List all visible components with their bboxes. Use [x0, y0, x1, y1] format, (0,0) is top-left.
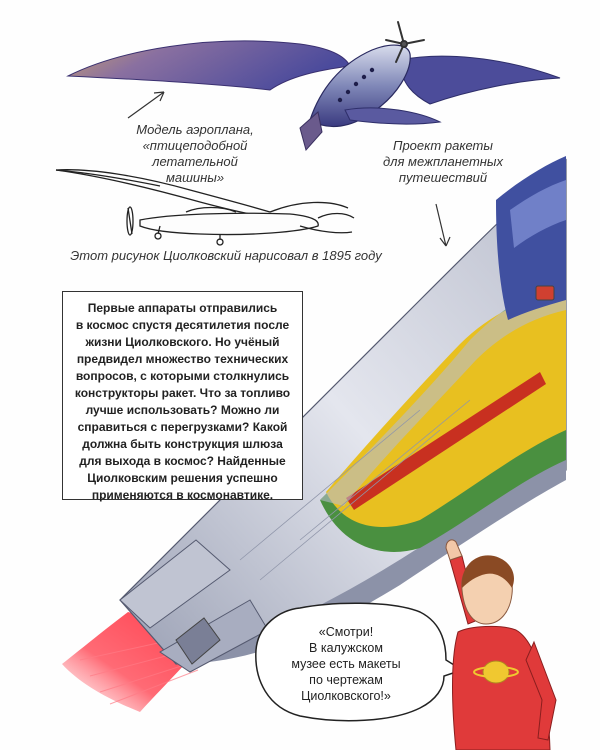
- plane-model-caption-line: Модель аэроплана,: [136, 122, 254, 137]
- info-text-line: для выхода в космос? Найденные: [79, 454, 286, 468]
- speech-bubble-line: Циолковского!»: [301, 689, 391, 703]
- rocket-project-caption-line: Проект ракеты: [393, 138, 493, 153]
- info-text-line: предвидел множество технических: [76, 352, 289, 366]
- info-text-box: [62, 291, 303, 500]
- info-text-line: Циолковским решения успешно: [87, 471, 278, 485]
- speech-bubble-line: по чертежам: [309, 673, 383, 687]
- rocket-project-caption-line: путешествий: [398, 170, 488, 185]
- plane-model-caption-line: машины»: [165, 170, 225, 185]
- bird-airplane-tail: [300, 112, 322, 150]
- info-text-line: должна быть конструкция шлюза: [82, 437, 283, 451]
- boy-illustration: [446, 540, 556, 750]
- info-text-line: жизни Циолковского. Но учёный: [85, 335, 280, 349]
- info-text-line: справиться с перегрузками? Какой: [77, 420, 288, 434]
- info-text-line: вопросов, с которыми столкнулись: [75, 369, 290, 383]
- bird-airplane-lower-wing: [345, 108, 440, 124]
- info-text-paragraph: [73, 300, 292, 504]
- rocket-caption-arrow: [436, 204, 450, 246]
- plane-model-caption: [110, 122, 280, 186]
- drawing-caption: Этот рисунок Циолковский нарисовал в 1895 году: [70, 248, 382, 263]
- info-text-line: конструкторы ракет. Что за топливо: [74, 386, 291, 400]
- rocket-project-caption: [378, 138, 508, 186]
- boy-shirt-planet: [483, 661, 509, 683]
- speech-bubble-line: «Смотри!: [318, 625, 374, 639]
- info-text-line: лучше использовать? Можно ли: [85, 403, 280, 417]
- rocket-project-caption-line: для межпланетных: [382, 154, 503, 169]
- info-text-line: Первые аппараты отправились: [87, 301, 278, 315]
- plane-caption-arrow: [128, 92, 164, 118]
- plane-model-caption-line: «птицеподобной летательной: [142, 138, 248, 169]
- speech-bubble-text: [266, 624, 426, 704]
- info-text-line: в космос спустя десятилетия после: [75, 318, 290, 332]
- speech-bubble-line: музее есть макеты: [291, 657, 401, 671]
- speech-bubble-line: В калужском: [309, 641, 383, 655]
- rocket-porthole: [536, 286, 554, 300]
- bird-airplane-left-wing: [68, 41, 350, 90]
- bird-airplane-right-wing: [400, 56, 560, 104]
- info-text-line: применяются в космонавтике.: [91, 488, 274, 502]
